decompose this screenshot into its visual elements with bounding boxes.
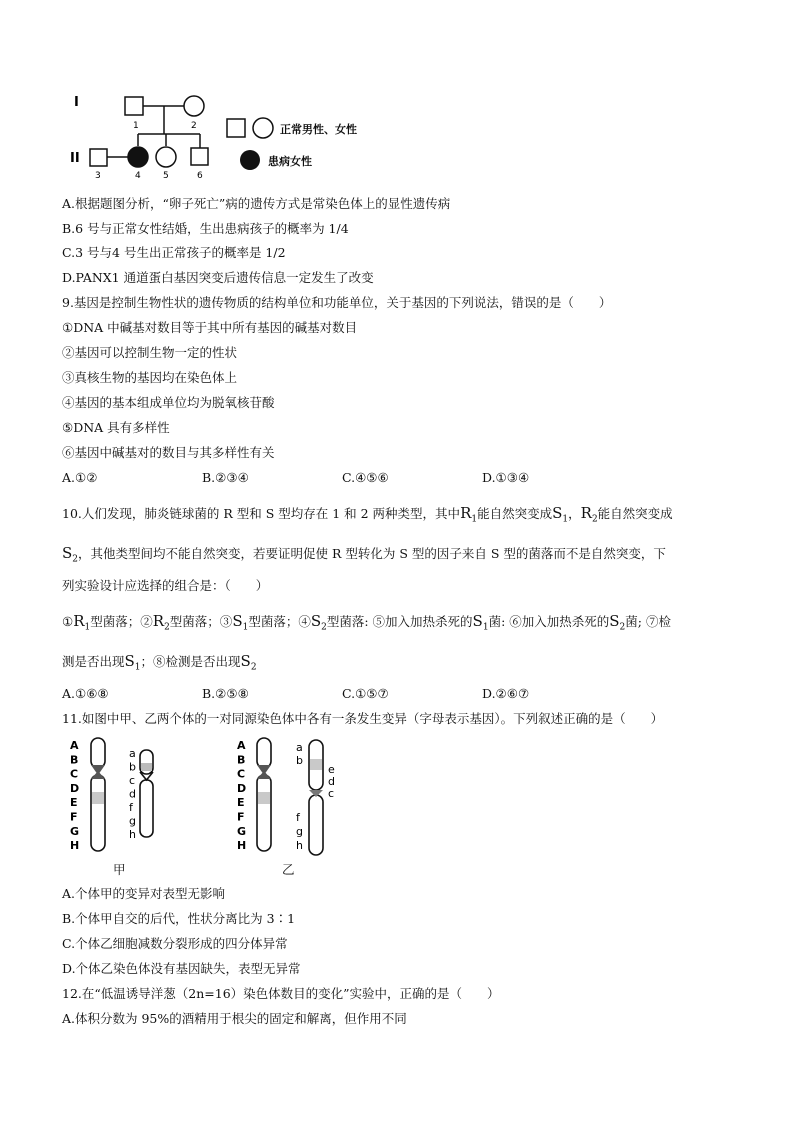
yi-mutant-gene-a: a <box>296 741 303 754</box>
individual-5-number: 5 <box>163 171 169 178</box>
generation-II-label: II <box>70 151 80 166</box>
q10-option-d: D.②⑥⑦ <box>482 686 530 701</box>
yi-gene-G: G <box>237 824 247 838</box>
q9-option-d: D.①③④ <box>482 470 530 485</box>
yi-gene-A: A <box>237 739 246 752</box>
q8-option-c: C.3 号与4 号生出正常孩子的概率是 1/2 <box>62 245 286 260</box>
individual-1-male <box>125 97 143 115</box>
q12-option-a: A.体积分数为 95%的酒精用于根尖的固定和解离，但作用不同 <box>62 1011 407 1026</box>
q8-option-a: A.根据题图分析，“卵子死亡”病的遗传方式是常染色体上的显性遗传病 <box>62 196 451 211</box>
legend-affected-label: 患病女性 <box>268 155 312 168</box>
q11-option-d: D.个体乙染色体没有基因缺失，表型无异常 <box>62 961 301 976</box>
individual-2-number: 2 <box>191 121 197 131</box>
q10-line-1: 10.人们发现，肺炎链球菌的 R 型和 S 型均存在 1 和 2 两种类型，其中$R_1$能自然突变成$S_1$，$R_2$能自然突变成 <box>62 504 673 525</box>
jia-gene-C: C <box>70 767 79 781</box>
jia-gene-E: E <box>70 796 78 810</box>
yi-mutant-gene-lower-h: h <box>296 839 303 852</box>
yi-gene-C: C <box>237 767 246 781</box>
q9-option-b: B.②③④ <box>202 470 249 485</box>
individual-1-number: 1 <box>133 121 139 131</box>
jia-chromosome-normal-upper <box>91 738 105 768</box>
yi-label: 乙 <box>282 862 295 877</box>
individual-3-male <box>90 149 107 166</box>
yi-gene-B: B <box>237 753 246 767</box>
q8-option-d: D.PANX1 通道蛋白基因突变后遗传信息一定发生了改变 <box>62 270 374 285</box>
q9-option-a: A.①② <box>62 470 98 485</box>
yi-mutant-gene-b: b <box>296 754 303 767</box>
q11-option-a: A.个体甲的变异对表型无影响 <box>62 886 226 901</box>
q9-stem: 9.基因是控制生物性状的遗传物质的结构单位和功能单位，关于基因的下列说法，错误的是（ ） <box>62 295 612 310</box>
q11-stem: 11.如图中甲、乙两个体的一对同源染色体中各有一条发生变异（字母表示基因）。下列叙述正确的是（ ） <box>62 711 664 726</box>
yi-inverted-gene-c: c <box>328 787 335 800</box>
jia-label: 甲 <box>113 862 126 877</box>
q10-line-4: $①R_1$型菌落；$②R_2$型菌落；$③S_1$型菌落；$④S_2$型菌落: ⑤加入加热杀死的$S_1$菌: ⑥加入加热杀死的$S_2$菌; ⑦检 <box>62 612 671 633</box>
individual-5-female <box>156 147 176 167</box>
jia-mutant-gene-d: d <box>129 787 136 801</box>
q9-statement-5: ⑤DNA 具有多样性 <box>62 420 170 435</box>
jia-chromosome-normal-lower <box>91 775 105 851</box>
yi-gene-H: H <box>237 839 247 853</box>
jia-chromosome-mutant-lower <box>140 780 153 837</box>
legend-male-icon <box>227 119 245 137</box>
chromosome-figure <box>62 735 362 880</box>
yi-inverted-gene-d: d <box>328 775 335 788</box>
q10-line-2: $S_2$，其他类型间均不能自然突变，若要证明促使 R 型转化为 S 型的因子来自 S 型的菌落而不是自然突变，下 <box>62 544 666 565</box>
jia-gene-G: G <box>70 824 80 838</box>
q9-statement-2: ②基因可以控制生物一定的性状 <box>62 345 238 360</box>
q11-option-b: B.个体甲自交的后代，性状分离比为 3∶1 <box>62 911 296 926</box>
individual-2-female <box>184 96 204 116</box>
q10-option-c: C.①⑤⑦ <box>342 686 389 701</box>
jia-mutant-gene-c: c <box>129 774 136 787</box>
individual-6-number: 6 <box>197 171 203 178</box>
yi-chromosome-normal-upper <box>257 738 271 768</box>
yi-gene-D: D <box>237 781 247 795</box>
q9-statement-3: ③真核生物的基因均在染色体上 <box>62 370 238 385</box>
jia-gene-H: H <box>70 839 80 853</box>
q9-option-c: C.④⑤⑥ <box>342 470 389 485</box>
q10-option-a: A.①⑥⑧ <box>62 686 109 701</box>
chromosome-diagram <box>62 735 362 880</box>
pedigree-figure <box>60 88 400 178</box>
individual-3-number: 3 <box>95 171 101 178</box>
q12-stem: 12.在“低温诱导洋葱（2n=16）染色体数目的变化”实验中，正确的是（ ） <box>62 986 500 1001</box>
jia-mutant-gene-a: a <box>129 747 136 760</box>
jia-gene-B: B <box>70 753 79 767</box>
yi-inverted-gene-e: e <box>328 763 335 776</box>
jia-gene-F: F <box>70 810 78 824</box>
legend-female-icon <box>253 118 273 138</box>
q9-statement-4: ④基因的基本组成单位均为脱氧核苷酸 <box>62 395 275 410</box>
generation-I-label: I <box>74 95 79 110</box>
yi-gene-E: E <box>237 796 245 810</box>
yi-gene-F: F <box>237 810 245 824</box>
yi-mutant-gene-lower-f: f <box>296 811 300 824</box>
q10-option-b: B.②⑤⑧ <box>202 686 249 701</box>
jia-mutant-gene-b: b <box>129 760 136 774</box>
jia-gene-D: D <box>70 781 80 795</box>
q8-option-b: B.6 号与正常女性结婚，生出患病孩子的概率为 1/4 <box>62 221 349 236</box>
individual-6-male <box>191 148 208 165</box>
jia-gene-A: A <box>70 739 79 752</box>
yi-chromosome-mutant-lower <box>309 795 323 855</box>
legend-normal-label: 正常男性、女性 <box>280 123 357 136</box>
q9-statement-1: ①DNA 中碱基对数目等于其中所有基因的碱基对数目 <box>62 320 358 335</box>
q10-line-3: 列实验设计应选择的组合是：（ ） <box>62 578 269 593</box>
individual-4-affected-female <box>128 147 148 167</box>
q11-option-c: C.个体乙细胞减数分裂形成的四分体异常 <box>62 936 288 951</box>
jia-mutant-gene-g: g <box>129 814 136 828</box>
jia-mutant-gene-h: h <box>129 828 136 841</box>
jia-mutant-gene-f: f <box>129 801 133 814</box>
yi-mutant-gene-lower-g: g <box>296 825 303 838</box>
q10-line-5: 测是否出现$S_1$；⑧检测是否出现$S_2$ <box>62 652 257 673</box>
yi-chromosome-normal-lower <box>257 775 271 851</box>
individual-4-number: 4 <box>135 171 141 178</box>
legend-affected-icon <box>240 150 260 170</box>
q9-statement-6: ⑥基因中碱基对的数目与其多样性有关 <box>62 445 275 460</box>
